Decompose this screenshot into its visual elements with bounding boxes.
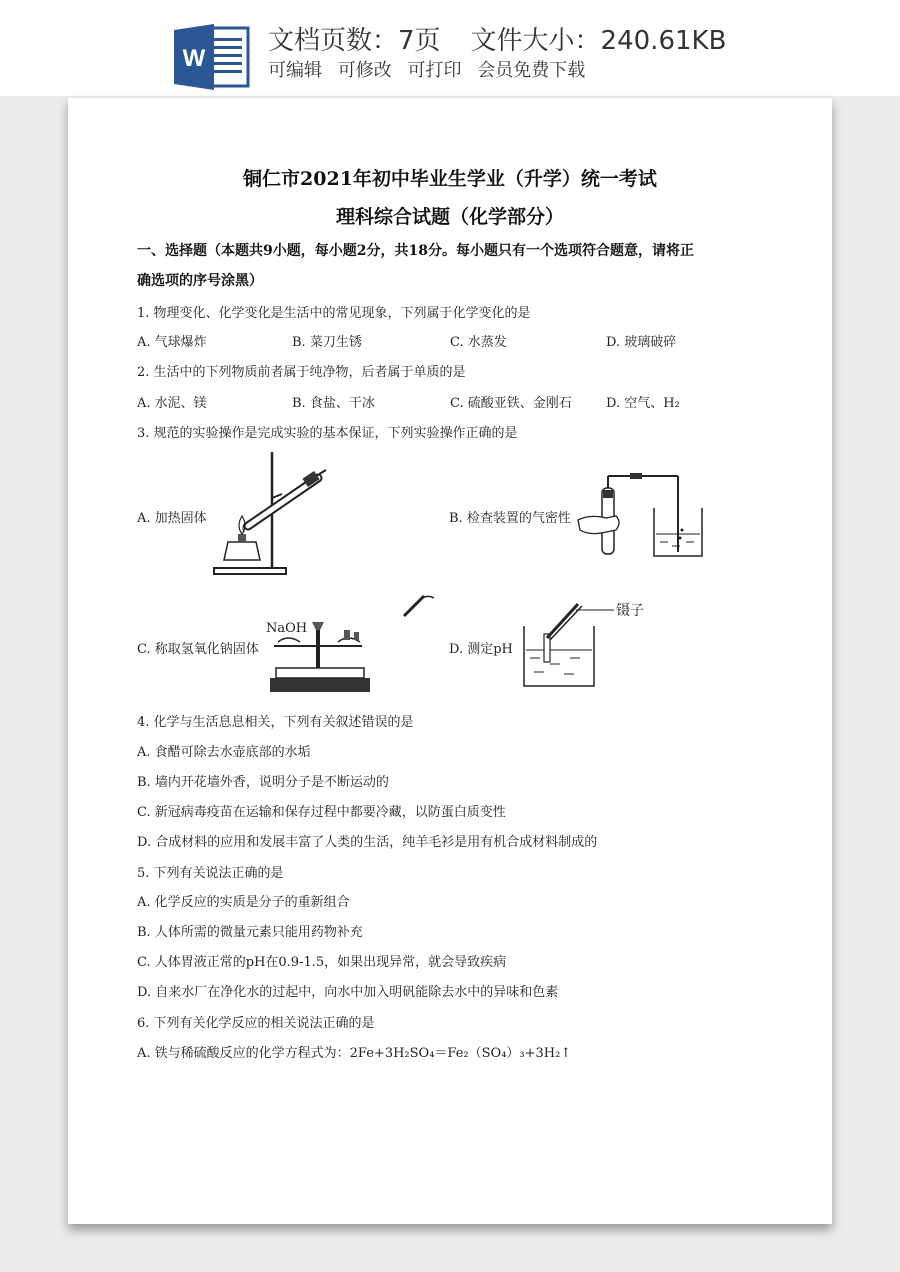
q2-option-b: B. 食盐、干冰 [292,396,375,411]
q3-option-c: C. 称取氢氧化钠固体 [137,642,259,657]
exam-title: 铜仁市2021年初中毕业生学业（升学）统一考试 [243,168,657,190]
q1-option-c: C. 水蒸发 [450,335,507,350]
feature-printable: 可打印 [407,60,462,81]
q6-option-a: A. 铁与稀硫酸反应的化学方程式为：2Fe+3H₂SO₄＝Fe₂（SO₄）₃+3H₂↑ [137,1046,572,1061]
airtightness-check-figure [576,468,726,564]
q3-option-b: B. 检查装置的气密性 [449,511,571,526]
page-count: 文档页数：7页 [268,26,441,56]
question-2-stem: 2. 生活中的下列物质前者属于纯净物，后者属于单质的是 [137,365,466,380]
q1-option-a: A. 气球爆炸 [137,335,207,350]
q4-option-d: D. 合成材料的应用和发展丰富了人类的生活，纯羊毛衫是用有机合成材料制成的 [137,835,598,850]
q4-option-a: A. 食醋可除去水壶底部的水垢 [137,745,311,760]
q2-option-c: C. 硫酸亚铁、金刚石 [450,396,572,411]
feature-editable: 可编辑 [268,60,322,81]
question-1-stem: 1. 物理变化、化学变化是生活中的常见现象，下列属于化学变化的是 [137,306,531,321]
balance-scale-figure [264,586,434,702]
word-icon-letter: W [182,45,206,72]
q3-option-a: A. 加热固体 [137,511,207,526]
banner-features [268,56,595,82]
banner-file-info [268,20,726,57]
naoh-label: NaOH [266,621,308,636]
download-banner [0,0,900,96]
ph-test-figure [520,598,690,690]
q1-option-b: B. 菜刀生锈 [292,335,362,350]
q1-option-d: D. 玻璃破碎 [606,335,677,350]
tweezers-label: 镊子 [616,603,644,619]
q5-option-a: A. 化学反应的实质是分子的重新组合 [137,895,350,910]
file-size: 文件大小：240.61KB [470,26,727,56]
feature-free-download: 会员免费下载 [477,60,586,81]
q5-option-c: C. 人体胃液正常的pH在0.9-1.5，如果出现异常，就会导致疾病 [137,955,507,970]
question-5-stem: 5. 下列有关说法正确的是 [137,866,284,881]
q4-option-c: C. 新冠病毒疫苗在运输和保存过程中都要冷藏，以防蛋白质变性 [137,805,506,820]
question-6-stem: 6. 下列有关化学反应的相关说法正确的是 [137,1016,375,1031]
feature-modifiable: 可修改 [337,60,392,81]
section-heading: 一、选择题（本题共9小题，每小题2分，共18分。每小题只有一个选项符合题意，请将正 [137,243,694,259]
q5-option-b: B. 人体所需的微量元素只能用药物补充 [137,925,363,940]
q2-option-a: A. 水泥、镁 [137,396,207,411]
q3-option-d: D. 测定pH [449,642,513,657]
heating-apparatus-figure [208,448,348,580]
word-document-icon [172,24,252,90]
document-page [68,98,832,1224]
question-3-stem: 3. 规范的实验操作是完成实验的基本保证，下列实验操作正确的是 [137,426,518,441]
q4-option-b: B. 墙内开花墙外香，说明分子是不断运动的 [137,775,389,790]
q2-option-d: D. 空气、H₂ [606,396,680,411]
section-heading-cont: 确选项的序号涂黑） [137,273,263,289]
question-4-stem: 4. 化学与生活息息相关，下列有关叙述错误的是 [137,715,414,730]
q5-option-d: D. 自来水厂在净化水的过起中，向水中加入明矾能除去水中的异味和色素 [137,985,559,1000]
exam-subtitle: 理科综合试题（化学部分） [335,206,564,228]
